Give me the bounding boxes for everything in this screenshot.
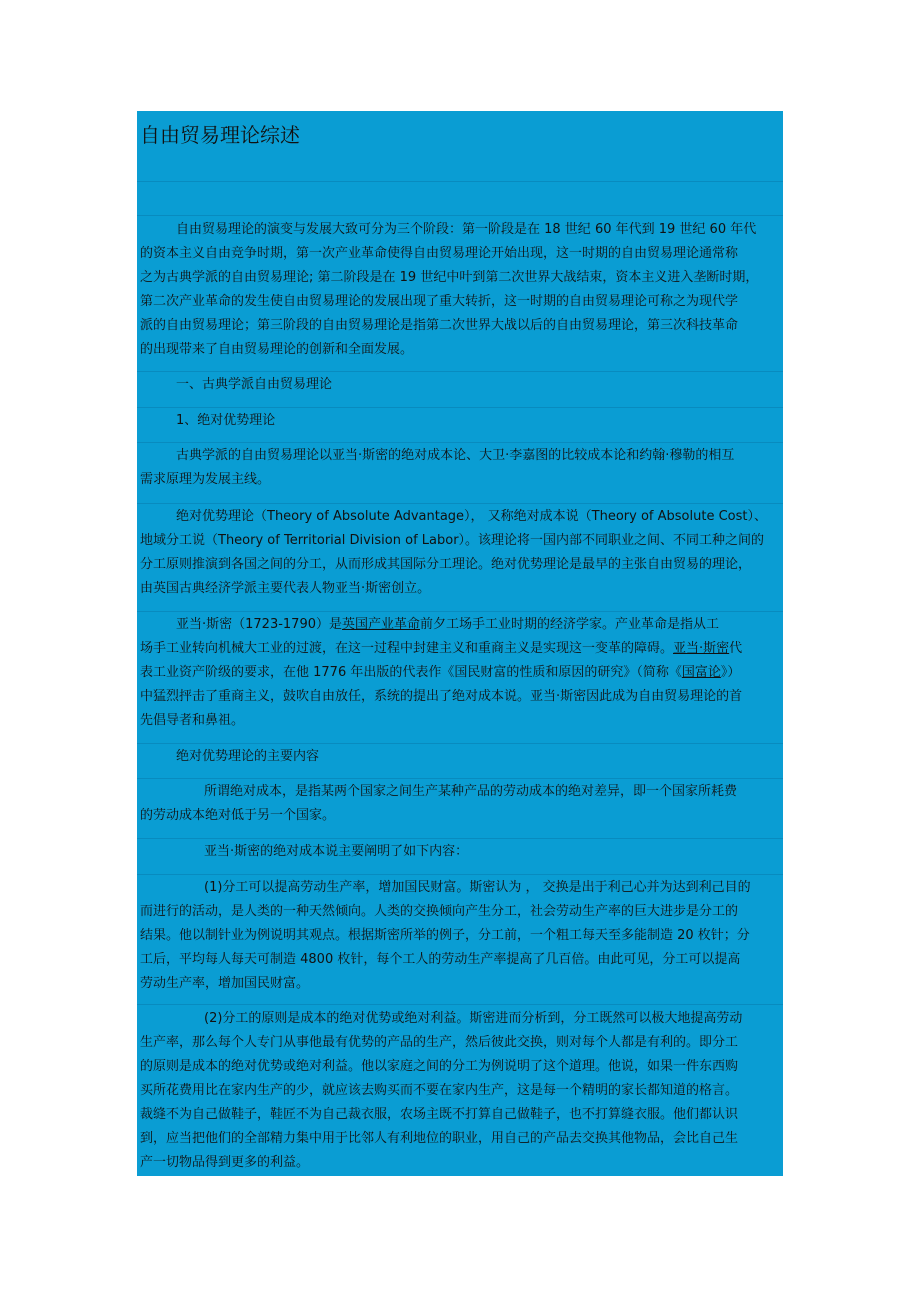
text-line: 由英国古典经济学派主要代表人物亚当·斯密创立。 — [140, 581, 431, 596]
text-line: (2)分工的原则是成本的绝对优势或绝对利益。斯密进而分析到，分工既然可以极大地提高劳动 — [204, 1011, 743, 1026]
text-run: 前夕工场手工业时期的经济学家。产业革命是指从工 — [420, 617, 720, 632]
divider — [137, 743, 783, 744]
wealth-of-nations-link[interactable]: 国富论 — [681, 665, 721, 680]
divider — [137, 181, 783, 182]
text-run: 代 — [729, 641, 743, 656]
text-line: 之为古典学派的自由贸易理论; 第二阶段是在 19 世纪中叶到第二次世界大战结束，资本主义进入垄断时期， — [140, 270, 759, 285]
intro-paragraph — [140, 218, 782, 362]
industrial-revolution-link[interactable]: 英国产业革命 — [342, 617, 421, 632]
text-run: 表工业资产阶级的要求，在他 1776 年出版的代表作《国民财富的性质和原因的研究》（简称《 — [140, 665, 682, 680]
text-line: 亚当·斯密的绝对成本说主要阐明了如下内容： — [204, 844, 469, 859]
text-line: 的劳动成本绝对低于另一个国家。 — [140, 808, 336, 823]
point-2-paragraph — [140, 1007, 782, 1175]
divider — [137, 503, 783, 504]
text-line: 的出现带来了自由贸易理论的创新和全面发展。 — [140, 342, 414, 357]
point-1-paragraph — [140, 876, 782, 996]
text-line: 而进行的活动，是人类的一种天然倾向。人类的交换倾向产生分工，社会劳动生产率的巨大进步是分工的 — [140, 904, 739, 919]
text-line: 绝对优势理论（Theory of Absolute Advantage）， 又称绝对成本说（Theory of Absolute Cost）、 — [176, 509, 767, 524]
heading-text: 绝对优势理论的主要内容 — [176, 749, 320, 764]
text-line: 结果。他以制针业为例说明其观点。根据斯密所举的例子，分工前，一个粗工每天至多能制造 20 枚针；分 — [140, 928, 750, 943]
text-run: 》） — [720, 665, 741, 680]
text-line: 买所花费用比在家内生产的少，就应该去购买而不要在家内生产，这是每一个精明的家长都知道的格言。 — [140, 1083, 739, 1098]
section-heading-main — [140, 745, 782, 769]
adam-smith-link[interactable]: 亚当·斯密 — [673, 641, 730, 656]
text-line: 第二次产业革命的发生使自由贸易理论的发展出现了重大转折，这一时期的自由贸易理论可称之为现代学 — [140, 294, 739, 309]
text-line: 分工原则推演到各国之间的分工，从而形成其国际分工理论。绝对优势理论是最早的主张自由贸易的理论， — [140, 557, 752, 572]
divider — [137, 215, 783, 216]
divider — [137, 1004, 783, 1005]
text-line — [140, 661, 782, 685]
divider — [137, 838, 783, 839]
divider — [137, 874, 783, 875]
text-line: 的原则是成本的绝对优势或绝对利益。他以家庭之间的分工为例说明了这个道理。他说，如果一件东西购 — [140, 1059, 739, 1074]
text-line: 劳动生产率，增加国民财富。 — [140, 976, 310, 991]
text-line: 古典学派的自由贸易理论以亚当·斯密的绝对成本论、大卫·李嘉图的比较成本论和约翰·穆勒的相互 — [176, 448, 735, 463]
text-run: 亚当·斯密（1723-1790）是 — [176, 617, 342, 632]
text-line: (1)分工可以提高劳动生产率，增加国民财富。斯密认为 ， 交换是出于利己心并为达到利己目的 — [204, 880, 751, 895]
text-line: 工后，平均每人每天可制造 4800 枚针，每个工人的劳动生产率提高了几百倍。由此可见，分工可以提高 — [140, 952, 741, 967]
text-line — [140, 613, 782, 637]
explain-paragraph — [140, 840, 782, 864]
smith-paragraph — [140, 613, 782, 733]
text-line: 的资本主义自由竞争时期，第一次产业革命使得自由贸易理论开始出现，这一时期的自由贸易理论通常称 — [140, 246, 739, 261]
text-line: 裁缝不为自己做鞋子，鞋匠不为自己裁衣服，农场主既不打算自己做鞋子，也不打算缝衣服。他们都认识 — [140, 1107, 739, 1122]
heading-text: 一、古典学派自由贸易理论 — [176, 377, 333, 392]
theory-paragraph — [140, 505, 782, 601]
document-title: 自由贸易理论综述 — [140, 123, 300, 147]
divider — [137, 371, 783, 372]
text-line: 中猛烈抨击了重商主义，鼓吹自由放任，系统的提出了绝对成本说。亚当·斯密因此成为自由贸易理论的首 — [140, 689, 743, 704]
section-heading-absolute — [140, 409, 782, 433]
text-line: 派的自由贸易理论；第三阶段的自由贸易理论是指第二次世界大战以后的自由贸易理论，第三次科技革命 — [140, 318, 739, 333]
heading-text: 1、绝对优势理论 — [176, 413, 276, 428]
divider — [137, 442, 783, 443]
text-run: 场手工业转向机械大工业的过渡，在这一过程中封建主义和重商主义是实现这一变革的障碍。 — [140, 641, 674, 656]
absolute-cost-paragraph — [140, 780, 782, 828]
text-line — [140, 637, 782, 661]
text-line: 到，应当把他们的全部精力集中用于比邻人有利地位的职业，用自己的产品去交换其他物品，会比自己生 — [140, 1131, 739, 1146]
document-page — [137, 111, 783, 1176]
text-line: 需求原理为发展主线。 — [140, 472, 271, 487]
divider — [137, 407, 783, 408]
classical-paragraph — [140, 444, 782, 492]
text-line: 自由贸易理论的演变与发展大致可分为三个阶段：第一阶段是在 18 世纪 60 年代到 19 世纪 60 年代 — [176, 222, 757, 237]
text-line: 产一切物品得到更多的利益。 — [140, 1155, 310, 1170]
divider — [137, 611, 783, 612]
text-line: 先倡导者和鼻祖。 — [140, 713, 245, 728]
divider — [137, 778, 783, 779]
section-heading-classical — [140, 373, 782, 397]
text-line: 生产率，那么每个人专门从事他最有优势的产品的生产，然后彼此交换，则对每个人都是有利的。即分工 — [140, 1035, 739, 1050]
text-line: 所谓绝对成本，是指某两个国家之间生产某种产品的劳动成本的绝对差异，即一个国家所耗费 — [204, 784, 738, 799]
text-line: 地域分工说（Theory of Territorial Division of Labor）。该理论将一国内部不同职业之间、不同工种之间的 — [140, 533, 765, 548]
